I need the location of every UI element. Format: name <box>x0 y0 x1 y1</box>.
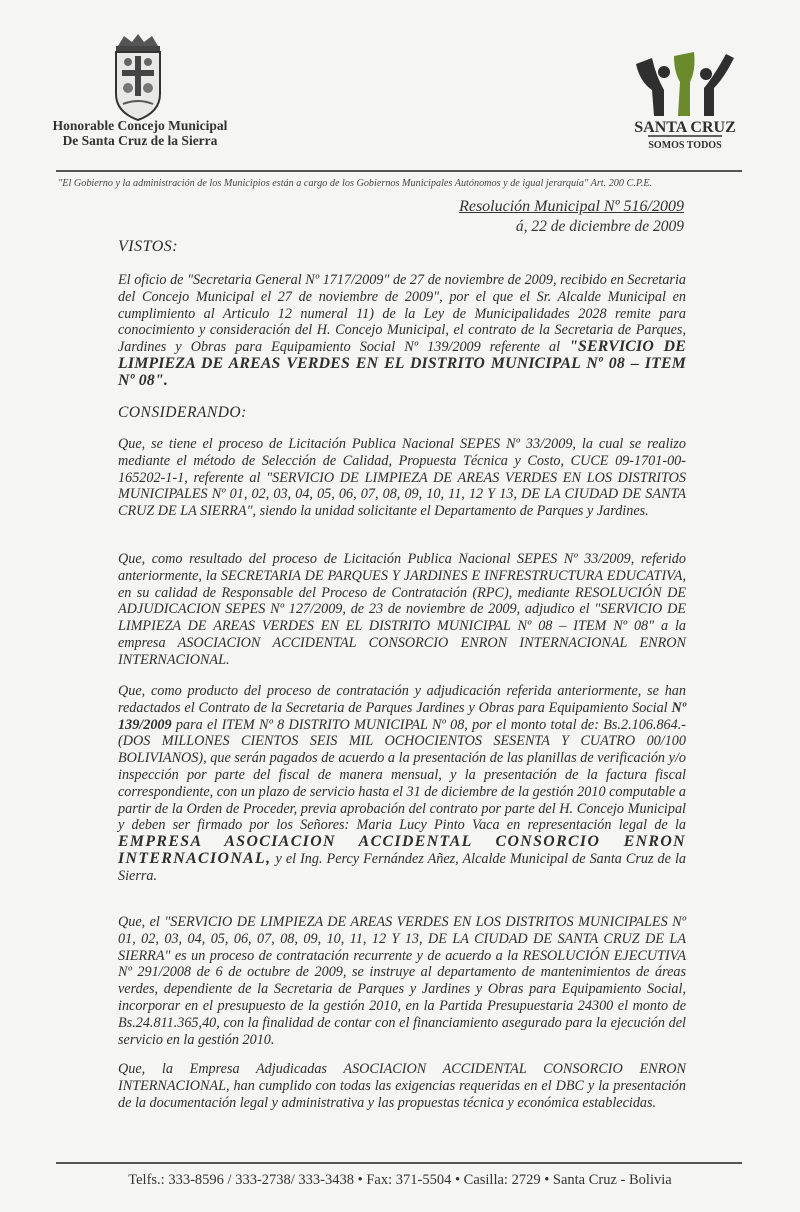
paragraph-contract-text-2: para el ITEM Nº 8 DISTRITO MUNICIPAL Nº 08, por el monto total de: Bs.2.106.864.-(DOS MILLONES CIENTOS SEIS MIL OCHOCIENTOS SESENTA Y CUATRO 00/100 BOLIVIANOS), que serán pagados de acuerdo a la presentación de las planillas de verificación y/o inspección por parte del fiscal de manera mensual, y la presentación de la factura fiscal correspondiente, con un plazo de servicio hasta el 31 de diciembre de la gestión 2010 computable a partir de la Orden de Proceder, previa aprobación del contrato por parte del H. Concejo Municipal y deben ser firmado por los Señores: Maria Lucy Pinto Vaca en representación legal de la <box>118 716 686 834</box>
paragraph-vistos <box>118 272 686 390</box>
resolution-title: Resolución Municipal Nº 516/2009 <box>459 198 684 215</box>
section-heading-vistos: VISTOS: <box>118 238 179 255</box>
resolution-date: á, 22 de diciembre de 2009 <box>515 218 684 235</box>
paragraph-compliance: Que, la Empresa Adjudicadas ASOCIACION ACCIDENTAL CONSORCIO ENRON INTERNACIONAL, han cumplido con todas las exigencias requeridas en el DBC y la presentación de la documentación legal y administrativa y las propuestas técnica y económica establecidas. <box>118 1061 686 1111</box>
footer-divider <box>56 1162 742 1164</box>
header-divider <box>56 170 742 172</box>
constitution-quote: "El Gobierno y la administración de los Municipios están a cargo de los Gobiernos Municipales Autónomos y de igual jerarquía" Art. 200 C.P.E. <box>58 178 653 189</box>
paragraph-contract <box>118 683 686 885</box>
contract-number: Nº 139/2009 <box>118 699 686 733</box>
council-name-line1: Honorable Concejo Municipal <box>52 118 228 133</box>
logo-subtitle: SOMOS TODOS <box>648 140 722 151</box>
council-name-line2: De Santa Cruz de la Sierra <box>62 133 218 148</box>
section-heading-considerando: CONSIDERANDO: <box>118 404 247 421</box>
municipal-crest-icon <box>108 32 168 122</box>
council-name <box>40 118 240 148</box>
paragraph-budget: Que, el "SERVICIO DE LIMPIEZA DE AREAS VERDES EN LOS DISTRITOS MUNICIPALES Nº 01, 02, 03, 04, 05, 06, 07, 08, 09, 10, 11, 12 Y 13, DE LA CIUDAD DE SANTA CRUZ DE LA SIERRA" es un proceso de contratación recurrente y de acuerdo a la RESOLUCIÓN EJECUTIVA Nº 291/2008 de 6 de octubre de 2009, se instruye al departamento de mantenimientos de áreas verdes, dependiente de la Secretaria de Parques y Jardines y Obras para Equipamiento Social, incorporar en el presupuesto de la gestión 2010, en la Partida Presupuestaria 24300 el monto de Bs.24.811.365,40, con la finalidad de contar con el financiamiento asegurado para la ejecución del servicio en la gestión 2010. <box>118 914 686 1048</box>
paragraph-award: Que, como resultado del proceso de Licitación Publica Nacional SEPES Nº 33/2009, referido anteriormente, la SECRETARIA DE PARQUES Y JARDINES E INFRESTRUCTURA EDUCATIVA, en su calidad de Responsable del Proceso de Contratación (RPC), mediante RESOLUCIÓN DE ADJUDICACION SEPES Nº 127/2009, de 23 de noviembre de 2009, adjudico el "SERVICIO DE LIMPIEZA DE AREAS VERDES EN EL DISTRITO MUNICIPAL Nº 08 – ITEM Nº 08" a la empresa ASOCIACION ACCIDENTAL CONSORCIO ENRON INTERNACIONAL ENRON INTERNACIONAL. <box>118 551 686 668</box>
santa-cruz-logo <box>630 42 740 152</box>
letterhead <box>0 0 800 170</box>
footer-contact: Telfs.: 333-8596 / 333-2738/ 333-3438 • Fax: 371-5504 • Casilla: 2729 • Santa Cruz - Bolivia <box>128 1172 672 1188</box>
paragraph-contract-text-3: y el Ing. Percy Fernández Añez, Alcalde Municipal de Santa Cruz de la Sierra. <box>118 850 686 884</box>
logo-title: SANTA CRUZ <box>634 119 736 136</box>
company-name: EMPRESA ASOCIACION ACCIDENTAL CONSORCIO ENRON INTERNACIONAL, <box>118 833 686 867</box>
paragraph-tender: Que, se tiene el proceso de Licitación Publica Nacional SEPES Nº 33/2009, la cual se realizo mediante el método de Selección de Calidad, Propuesta Técnica y Costo, CUCE 09-1701-00-165202-1-1, referente al "SERVICIO DE LIMPIEZA DE AREAS VERDES EN LOS DISTRITOS MUNICIPALES Nº 01, 02, 03, 04, 05, 06, 07, 08, 09, 10, 11, 12 Y 13, DE LA CIUDAD DE SANTA CRUZ DE LA SIERRA", siendo la unidad solicitante el Departamento de Parques y Jardines. <box>118 436 686 520</box>
service-title: "SERVICIO DE LIMPIEZA DE AREAS VERDES EN EL DISTRITO MUNICIPAL Nº 08 – ITEM Nº 08". <box>118 338 686 389</box>
paragraph-contract-text-1: Que, como producto del proceso de contratación y adjudicación referida anteriormente, se han redactados el Contrato de la Secretaria de Parques Jardines y Obras para Equipamiento Social <box>118 683 686 716</box>
paragraph-vistos-text: El oficio de "Secretaria General Nº 1717/2009" de 27 de noviembre de 2009, recibido en Secretaria del Concejo Municipal el 27 de noviembre de 2009", por el que el Sr. Alcalde Municipal en cumplimiento al Articulo 12 numeral 11) de la Ley de Municipalidades 2028 remite para conocimiento y consideración del H. Concejo Municipal, el contrato de la Secretaria de Parques, Jardines y Obras para Equipamiento Social Nº 139/2009 referente al <box>118 272 686 356</box>
